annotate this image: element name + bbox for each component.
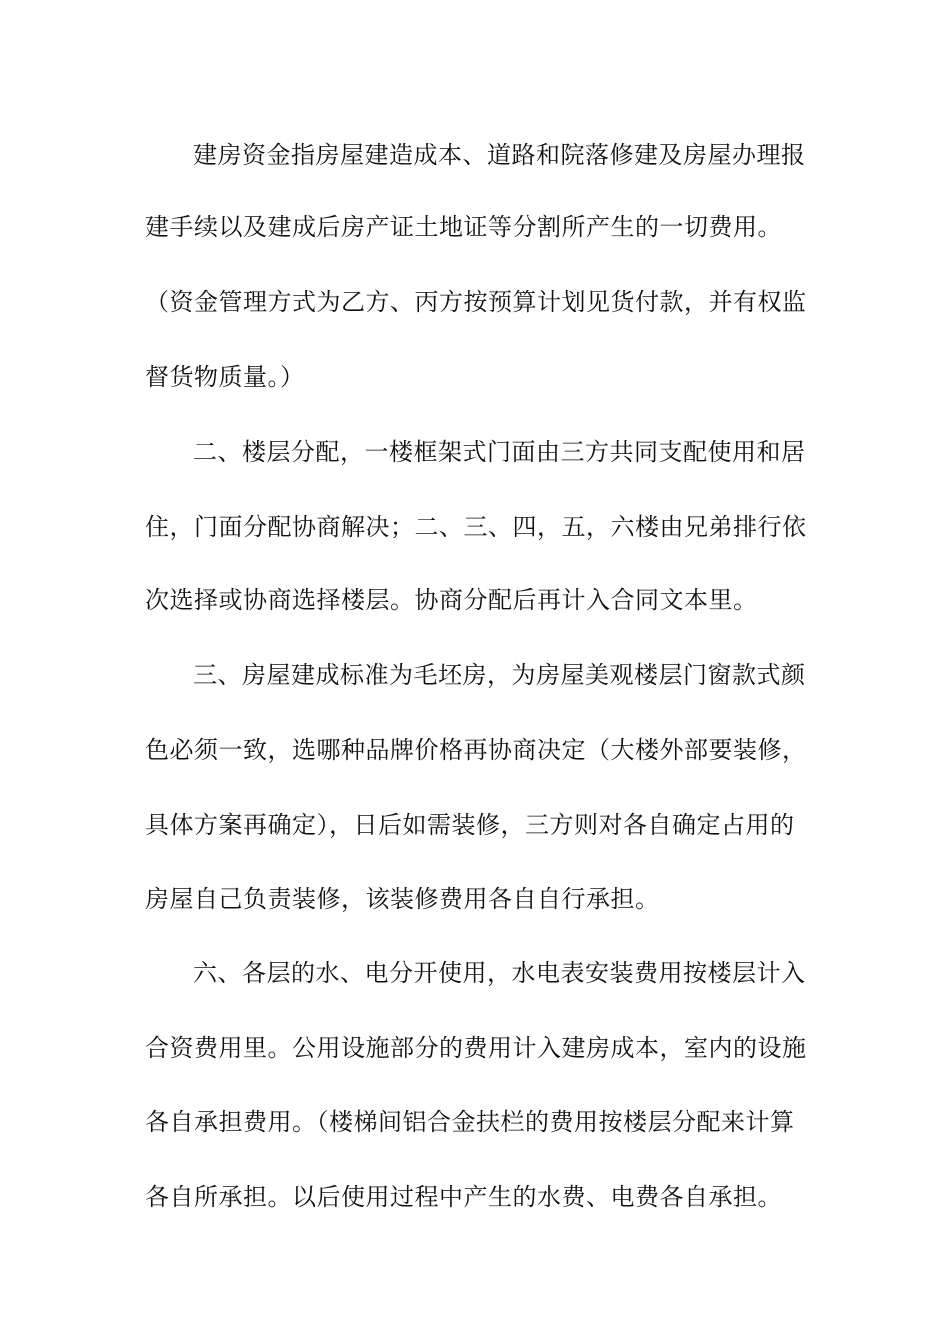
paragraph-4-line-4: 各自所承担。以后使用过程中产生的水费、电费各自承担。 [145,1183,782,1211]
paragraph-3-line-4: 房屋自己负责装修，该装修费用各自自行承担。 [145,885,660,913]
paragraph-1-line-2: 建手续以及建成后房产证土地证等分割所产生的一切费用。 [145,213,782,241]
paragraph-2-line-2: 住，门面分配协商解决；二、三、四，五，六楼由兄弟排行依 [145,513,807,541]
paragraph-3-line-2: 色必须一致，选哪种品牌价格再协商决定（大楼外部要装修， [145,736,807,764]
paragraph-4-line-1: 六、各层的水、电分开使用，水电表安装费用按楼层计入 [193,959,806,987]
paragraph-4-line-3: 各自承担费用。（楼梯间铝合金扶栏的费用按楼层分配来计算 [145,1108,795,1136]
paragraph-2-line-3: 次选择或协商选择楼层。协商分配后再计入合同文本里。 [145,586,758,614]
paragraph-1-line-3: （资金管理方式为乙方、丙方按预算计划见货付款，并有权监 [145,288,807,316]
paragraph-1-line-1: 建房资金指房屋建造成本、道路和院落修建及房屋办理报 [193,141,806,169]
paragraph-3-line-1: 三、房屋建成标准为毛坯房，为房屋美观楼层门窗款式颜 [193,661,806,689]
paragraph-2-line-1: 二、楼层分配，一楼框架式门面由三方共同支配使用和居 [193,438,806,466]
paragraph-4-line-2: 合资费用里。公用设施部分的费用计入建房成本，室内的设施 [145,1034,807,1062]
paragraph-3-line-3: 具体方案再确定），日后如需装修，三方则对各自确定占用的 [145,811,795,839]
paragraph-1-line-4: 督货物质量。） [145,363,305,391]
